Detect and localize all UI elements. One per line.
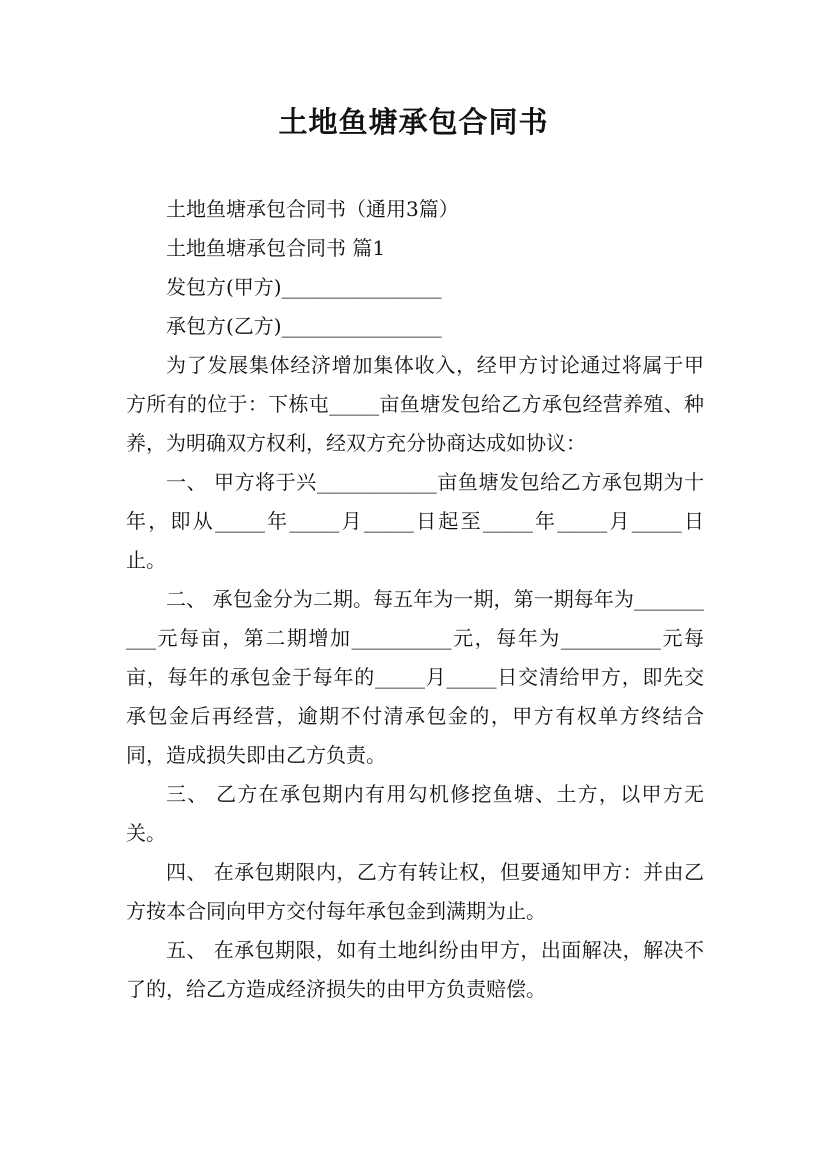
clause-2: 二、 承包金分为二期。每五年为一期，第一期每年为__________元每亩，第二期增加__________元，每年为__________元每亩，每年的承包金于每年的_____月_____日交清给甲方，即先交承包金后再经营，逾期不付清承包金的，甲方有权单方终结合同，造成损失即由乙方负责。 bbox=[126, 587, 704, 767]
document-title: 土地鱼塘承包合同书 bbox=[278, 105, 549, 139]
clause-4: 四、 在承包期限内，乙方有转让权，但要通知甲方：并由乙方按本合同向甲方交付每年承包金到满期为止。 bbox=[126, 860, 704, 923]
subtitle-article-1: 土地鱼塘承包合同书 篇1 bbox=[166, 236, 386, 260]
clause-3: 三、 乙方在承包期内有用勾机修挖鱼塘、土方，以甲方无关。 bbox=[126, 782, 704, 845]
preamble-paragraph: 为了发展集体经济增加集体收入，经甲方讨论通过将属于甲方所有的位于：下栋屯_____亩鱼塘发包给乙方承包经营养殖、种养，为明确双方权利，经双方充分协商达成如协议： bbox=[126, 353, 704, 455]
clause-5: 五、 在承包期限，如有土地纠纷由甲方，出面解决，解决不了的，给乙方造成经济损失的由甲方负责赔偿。 bbox=[126, 938, 704, 1001]
clause-1: 一、 甲方将于兴____________亩鱼塘发包给乙方承包期为十年，即从_____年_____月_____日起至_____年_____月_____日止。 bbox=[126, 470, 704, 572]
subtitle-collection: 土地鱼塘承包合同书（通用3篇） bbox=[166, 197, 459, 221]
party-a-line: 发包方(甲方)________________ bbox=[166, 275, 442, 299]
party-b-line: 承包方(乙方)________________ bbox=[166, 314, 442, 338]
document-body bbox=[126, 190, 704, 1009]
